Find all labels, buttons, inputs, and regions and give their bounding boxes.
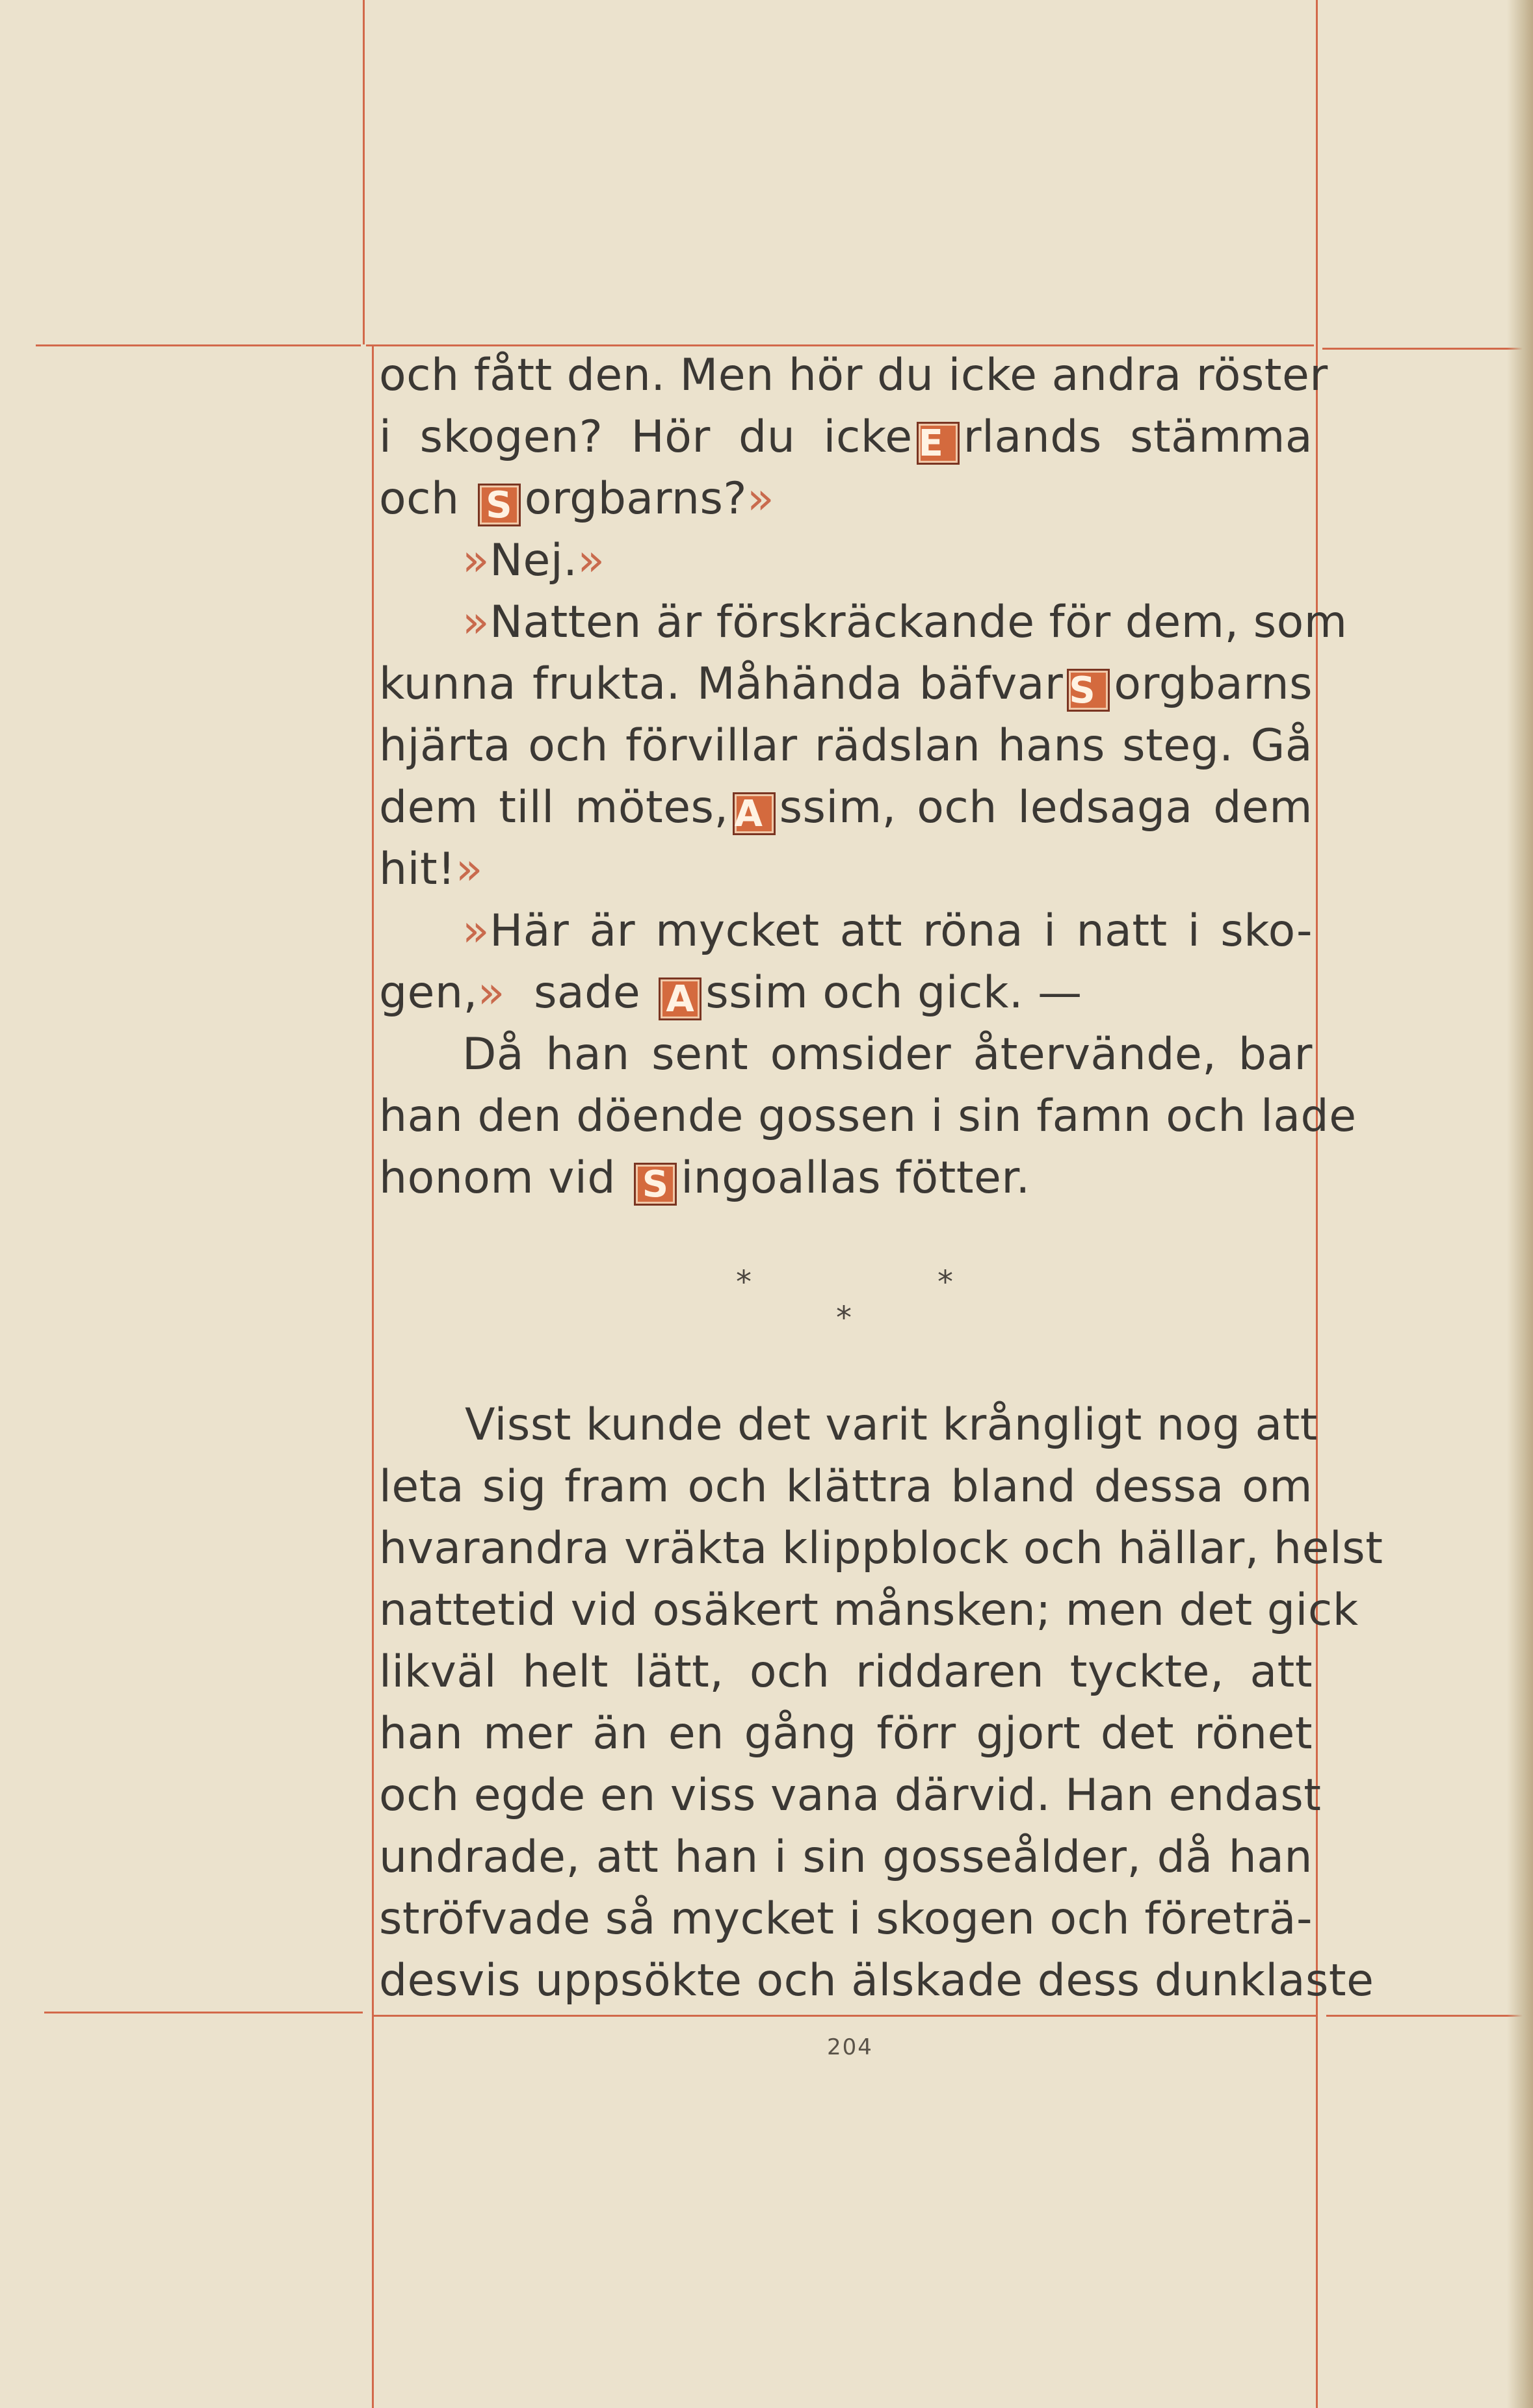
decorated-initial-a: A	[733, 792, 776, 835]
asterism	[702, 1264, 975, 1355]
text-line: »Här är mycket att röna i natt i sko-	[462, 905, 1313, 957]
text-line: i skogen? Hör du icke E rlands stämma	[379, 411, 1313, 465]
frame-rule-left-top	[363, 0, 365, 344]
frame-rule-bottom-left	[44, 2012, 363, 2013]
closing-guillemet: »	[577, 535, 605, 586]
text-line: och egde en viss vana därvid. Han endast	[379, 1770, 1322, 1821]
section-gap	[379, 1209, 1313, 1271]
asterism-star: *	[937, 1264, 953, 1301]
text-line: hjärta och förvillar rädslan hans steg. Gå	[379, 720, 1313, 771]
text-line: Då han sent omsider återvände, bar	[462, 1029, 1313, 1080]
text-line: undrade, att han i sin gosseålder, då han	[379, 1832, 1313, 1883]
page-number: 204	[827, 2034, 873, 2060]
frame-rule-top-left	[36, 344, 361, 346]
asterism-star: *	[836, 1300, 852, 1336]
text-line: leta sig fram och klättra bland dessa om	[379, 1461, 1313, 1512]
frame-rule-bottom-right	[1326, 2015, 1533, 2017]
decorated-initial-s: S	[1067, 669, 1110, 712]
text-line: och fått den. Men hör du icke andra röster	[379, 350, 1328, 401]
opening-guillemet: »	[462, 535, 490, 586]
decorated-initial-e: E	[917, 422, 960, 465]
page-edge-shadow	[1507, 0, 1533, 2408]
frame-rule-bottom-inner	[374, 2015, 1317, 2017]
body-text	[379, 344, 1383, 2012]
text-line: gen,» sade A ssim och gick. —	[379, 967, 1082, 1020]
text-line: dem till mötes, A ssim, och ledsaga dem	[379, 782, 1313, 835]
opening-guillemet: »	[462, 905, 490, 957]
text-line: han mer än en gång förr gjort det rönet	[379, 1708, 1313, 1759]
decorated-initial-s: S	[634, 1163, 677, 1206]
closing-guillemet: »	[746, 473, 775, 524]
text-line: och S orgbarns?»	[379, 473, 775, 526]
text-line: honom vid S ingoallas fötter.	[379, 1152, 1030, 1206]
frame-rule-left-bottom	[372, 344, 374, 2408]
frame-rule-top-right	[1322, 348, 1533, 350]
text-line: »Nej.»	[462, 535, 605, 586]
text-line: »Natten är förskräckande för dem, som	[462, 597, 1348, 648]
text-line: ströfvade så mycket i skogen och företrä-	[379, 1893, 1313, 1945]
text-line: hvarandra vräkta klippblock och hällar, helst	[379, 1523, 1383, 1574]
text-line: desvis uppsökte och älskade dess dunklaste	[379, 1955, 1374, 2006]
closing-guillemet: »	[477, 967, 505, 1018]
asterism-star: *	[736, 1264, 752, 1301]
closing-guillemet: »	[455, 844, 484, 895]
text-line: han den döende gossen i sin famn och lade	[379, 1091, 1357, 1142]
text-line: likväl helt lätt, och riddaren tyckte, att	[379, 1646, 1313, 1698]
text-line: nattetid vid osäkert månsken; men det gick	[379, 1585, 1359, 1636]
text-line: Visst kunde det varit krångligt nog att	[465, 1399, 1318, 1451]
text-line: hit!»	[379, 844, 484, 895]
text-line: kunna frukta. Måhända bäfvar S orgbarns	[379, 658, 1313, 712]
decorated-initial-a: A	[659, 977, 701, 1020]
opening-guillemet: »	[462, 597, 490, 648]
decorated-initial-s: S	[478, 484, 521, 526]
